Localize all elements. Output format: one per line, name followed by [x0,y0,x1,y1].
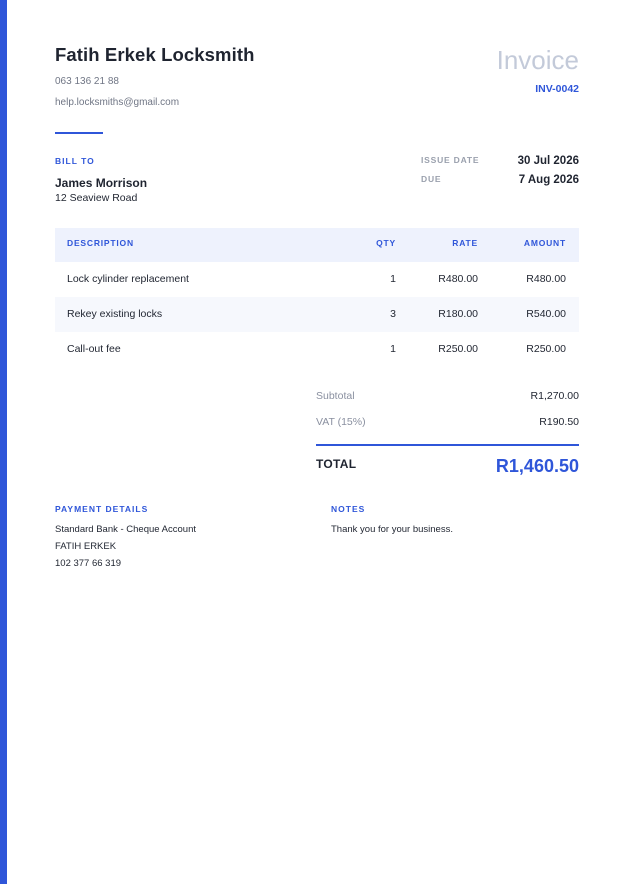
issue-date-value: 30 Jul 2026 [517,155,579,167]
row-qty: 3 [390,308,396,320]
client-address: 12 Seaview Road [55,192,138,204]
row-amount: R250.00 [526,343,566,355]
payment-details-label: PAYMENT DETAILS [55,504,149,514]
row-rate: R480.00 [438,273,478,285]
row-description: Rekey existing locks [67,308,163,320]
column-header-amount: AMOUNT [523,238,566,248]
table-row [55,297,579,332]
column-header-description: DESCRIPTION [67,238,134,248]
table-row [55,332,579,367]
total-label: TOTAL [316,457,357,471]
notes-label: NOTES [331,504,366,514]
row-description: Lock cylinder replacement [67,273,189,285]
table-header [55,228,579,262]
bank-name: Standard Bank - Cheque Account [55,524,197,535]
client-name: James Morrison [55,176,148,190]
total-value: R1,460.50 [495,456,579,476]
subtotal-value: R1,270.00 [530,390,579,402]
row-qty: 1 [390,343,396,355]
subtotal-label: Subtotal [316,390,355,402]
notes-text: Thank you for your business. [331,524,453,535]
account-name: FATIH ERKEK [55,541,117,552]
company-phone: 063 136 21 88 [55,76,119,87]
line-items-table [55,228,579,367]
bill-to-label: BILL TO [55,156,95,166]
row-rate: R180.00 [438,308,478,320]
invoice-title: Invoice [496,45,579,75]
company-email: help.locksmiths@gmail.com [55,97,180,108]
column-header-qty: QTY [376,238,396,248]
notes-section [331,504,579,535]
row-amount: R540.00 [526,308,566,320]
account-number: 102 377 66 319 [55,558,122,569]
vat-value: R190.50 [539,416,579,428]
row-rate: R250.00 [438,343,478,355]
table-row [55,262,579,297]
row-description: Call-out fee [67,343,121,355]
payment-details [55,504,305,569]
vat-label: VAT (15%) [316,416,366,428]
company-name: Fatih Erkek Locksmith [55,44,255,65]
accent-bar [0,0,7,884]
due-date-value: 7 Aug 2026 [518,174,579,186]
row-amount: R480.00 [526,273,566,285]
invoice-header [55,44,579,108]
header-divider [55,132,103,134]
total-divider [316,444,579,446]
invoice-number: INV-0042 [535,83,579,95]
column-header-rate: RATE [452,238,478,248]
row-qty: 1 [390,273,396,285]
due-date-label: DUE [421,174,442,184]
issue-date-label: ISSUE DATE [421,155,480,165]
